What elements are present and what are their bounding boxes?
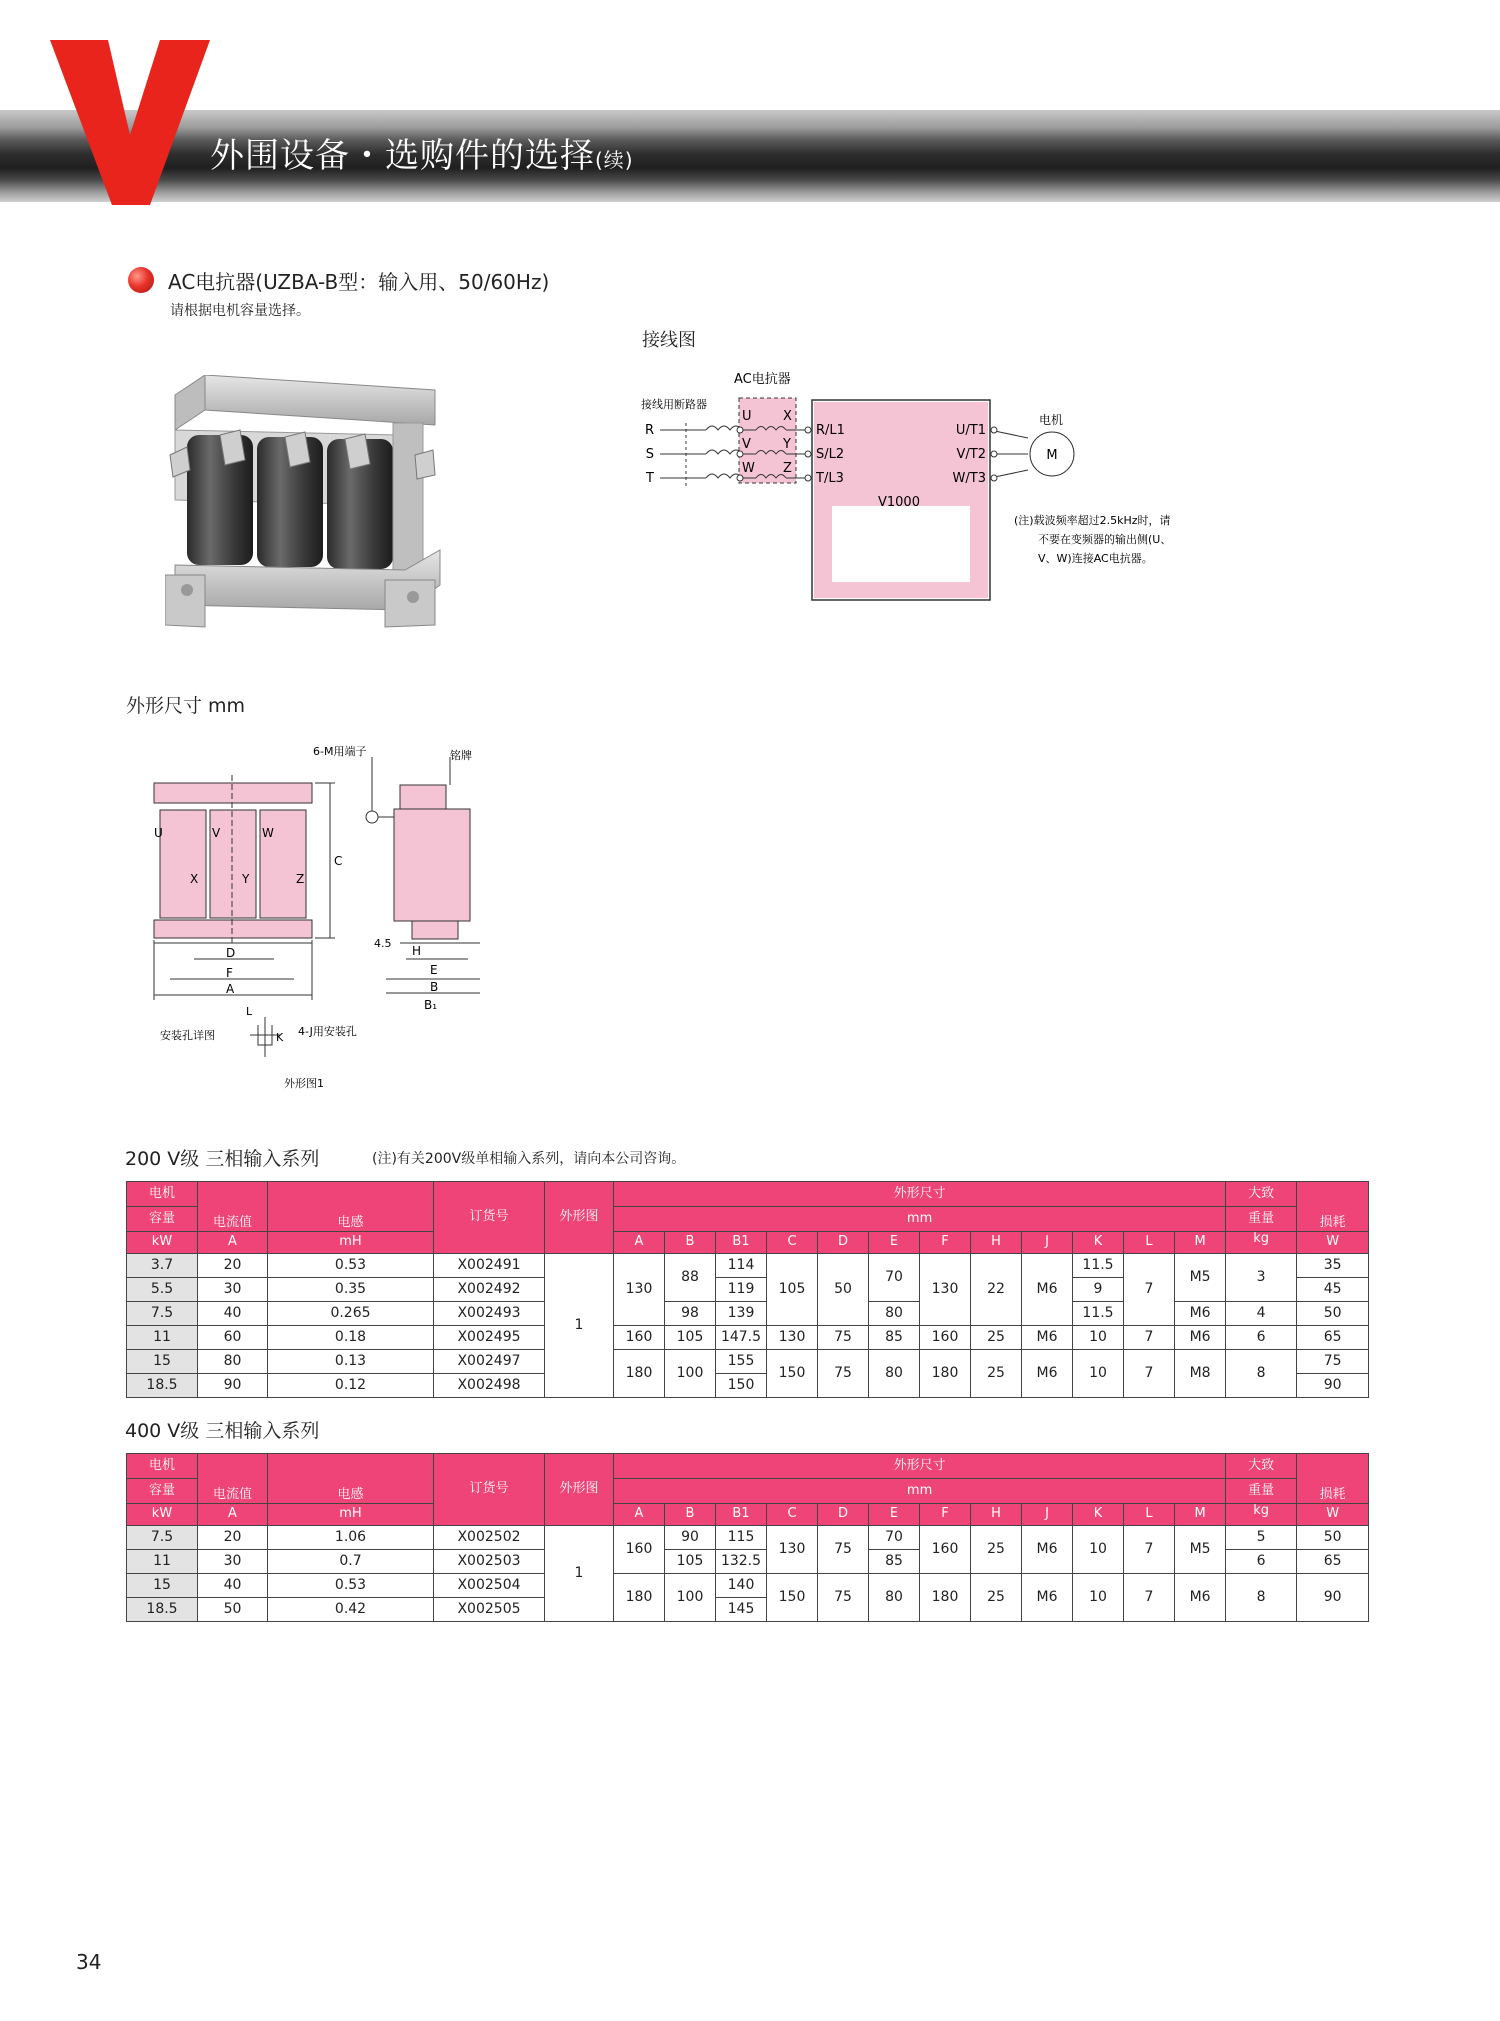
cell-d: 75 <box>818 1574 869 1622</box>
hdr-dims-unit: mm <box>614 1207 1226 1232</box>
dim-letter-l: L <box>246 1005 253 1018</box>
cell-b: 100 <box>665 1350 716 1398</box>
cell-current: 40 <box>198 1574 268 1598</box>
hdr-motor-unit: kW <box>127 1232 198 1254</box>
hdr-inductance: 电感 <box>268 1454 434 1504</box>
cell-inductance: 0.13 <box>268 1350 434 1374</box>
hdr-col-f: F <box>920 1504 971 1526</box>
hdr-weight-2: 重量 <box>1226 1207 1297 1232</box>
cell-current: 30 <box>198 1278 268 1302</box>
page-title-main: 外围设备・选购件的选择 <box>210 136 595 176</box>
hdr-dims: 外形尺寸 <box>614 1182 1226 1207</box>
hdr-weight-unit: kg <box>1226 1504 1297 1526</box>
cell-c: 105 <box>767 1254 818 1326</box>
cell-d: 50 <box>818 1254 869 1326</box>
cell-inductance: 0.12 <box>268 1374 434 1398</box>
hdr-motor-2: 容量 <box>127 1479 198 1504</box>
cell-l: 7 <box>1124 1326 1175 1350</box>
dimension-drawing <box>150 745 510 1095</box>
cell-f: 130 <box>920 1254 971 1326</box>
hdr-motor-1: 电机 <box>127 1182 198 1207</box>
wiring-drive-w-t3: W/T3 <box>952 471 986 486</box>
dim-coil-u: U <box>154 826 163 840</box>
cell-c: 130 <box>767 1526 818 1574</box>
hdr-dims: 外形尺寸 <box>614 1454 1226 1479</box>
dim-mount-hole-label: 4-J用安装孔 <box>298 1025 357 1038</box>
cell-order-no: X002502 <box>434 1526 545 1550</box>
page-title-suffix: (续) <box>595 148 634 172</box>
cell-kg: 8 <box>1226 1574 1297 1622</box>
wiring-breaker-label: 接线用断路器 <box>641 398 707 411</box>
hdr-col-h: H <box>971 1232 1022 1254</box>
cell-inductance: 0.42 <box>268 1598 434 1622</box>
page-title <box>210 128 634 177</box>
cell-k: 11.5 <box>1073 1302 1124 1326</box>
hdr-weight-2: 重量 <box>1226 1479 1297 1504</box>
cell-kw: 18.5 <box>127 1598 198 1622</box>
cell-m: M5 <box>1175 1526 1226 1574</box>
cell-h: 25 <box>971 1574 1022 1622</box>
cell-figure: 1 <box>545 1526 614 1622</box>
cell-inductance: 1.06 <box>268 1526 434 1550</box>
hdr-col-b1: B1 <box>716 1504 767 1526</box>
hdr-col-l: L <box>1124 1504 1175 1526</box>
wiring-reactor-u: U <box>742 409 752 424</box>
cell-loss: 90 <box>1297 1574 1369 1622</box>
cell-k: 10 <box>1073 1574 1124 1622</box>
hdr-col-d: D <box>818 1504 869 1526</box>
cell-e: 80 <box>869 1302 920 1326</box>
ac-reactor-photo <box>165 375 450 630</box>
dim-4-5: 4.5 <box>374 937 392 950</box>
cell-b1: 139 <box>716 1302 767 1326</box>
cell-e: 85 <box>869 1326 920 1350</box>
dim-coil-x: X <box>190 872 199 886</box>
cell-e: 70 <box>869 1526 920 1550</box>
cell-j: M6 <box>1022 1574 1073 1622</box>
cell-c: 150 <box>767 1574 818 1622</box>
dimensions-title: 外形尺寸 mm <box>126 695 246 717</box>
cell-f: 180 <box>920 1350 971 1398</box>
cell-current: 90 <box>198 1374 268 1398</box>
hdr-loss-unit: W <box>1297 1232 1369 1254</box>
cell-inductance: 0.265 <box>268 1302 434 1326</box>
dim-letter-d: D <box>226 946 236 960</box>
hdr-col-c: C <box>767 1504 818 1526</box>
cell-kg: 8 <box>1226 1350 1297 1398</box>
cell-k: 10 <box>1073 1350 1124 1398</box>
cell-order-no: X002492 <box>434 1278 545 1302</box>
cell-b1: 114 <box>716 1254 767 1278</box>
cell-kw: 7.5 <box>127 1302 198 1326</box>
dim-coil-y: Y <box>242 872 250 886</box>
table-row <box>127 1526 1369 1550</box>
hdr-col-b1: B1 <box>716 1232 767 1254</box>
wiring-reactor-v: V <box>742 437 751 452</box>
cell-m: M5 <box>1175 1254 1226 1302</box>
wiring-drive-t-l3: T/L3 <box>816 471 844 486</box>
dim-letter-b1: B₁ <box>424 998 438 1012</box>
dim-letter-e: E <box>430 963 438 977</box>
cell-kg: 6 <box>1226 1326 1297 1350</box>
cell-a: 160 <box>614 1326 665 1350</box>
hdr-motor-2: 容量 <box>127 1207 198 1232</box>
cell-l: 7 <box>1124 1526 1175 1574</box>
cell-b: 88 <box>665 1254 716 1302</box>
wiring-input-r: R <box>644 423 654 438</box>
wiring-reactor-x: X <box>783 409 792 424</box>
dim-coil-z: Z <box>296 872 305 886</box>
cell-b1: 145 <box>716 1598 767 1622</box>
dim-coil-w: W <box>262 826 274 840</box>
cell-kg: 4 <box>1226 1302 1297 1326</box>
dim-letter-b: B <box>430 980 439 994</box>
cell-k: 9 <box>1073 1278 1124 1302</box>
wiring-note-line-2: 不要在变频器的输出侧(U、 <box>1038 533 1172 546</box>
section-title: AC电抗器(UZBA-B型：输入用、50/60Hz) <box>168 270 550 294</box>
hdr-weight-1: 大致 <box>1226 1454 1297 1479</box>
dim-letter-h: H <box>412 944 422 958</box>
cell-current: 20 <box>198 1254 268 1278</box>
hdr-current: 电流值 <box>198 1454 268 1504</box>
hdr-col-f: F <box>920 1232 971 1254</box>
hdr-loss: 损耗 <box>1297 1454 1369 1504</box>
cell-kw: 15 <box>127 1574 198 1598</box>
hdr-figure: 外形图 <box>545 1454 614 1526</box>
cell-b1: 150 <box>716 1374 767 1398</box>
cell-kw: 3.7 <box>127 1254 198 1278</box>
dim-figure-caption: 外形图1 <box>284 1077 324 1090</box>
hdr-loss-unit: W <box>1297 1504 1369 1526</box>
hdr-col-k: K <box>1073 1504 1124 1526</box>
hdr-order-no: 订货号 <box>434 1454 545 1526</box>
cell-order-no: X002495 <box>434 1326 545 1350</box>
cell-kw: 11 <box>127 1326 198 1350</box>
cell-b: 100 <box>665 1574 716 1622</box>
wiring-drive-v-t2: V/T2 <box>956 447 986 462</box>
cell-current: 60 <box>198 1326 268 1350</box>
wiring-note-line-1: (注)载波频率超过2.5kHz时，请 <box>1014 514 1171 527</box>
cell-j: M6 <box>1022 1326 1073 1350</box>
hdr-inductance-unit: mH <box>268 1232 434 1254</box>
table-400v <box>126 1453 1369 1622</box>
hdr-col-a: A <box>614 1232 665 1254</box>
cell-order-no: X002503 <box>434 1550 545 1574</box>
hdr-col-d: D <box>818 1232 869 1254</box>
section-note: 请根据电机容量选择。 <box>170 303 310 319</box>
cell-order-no: X002504 <box>434 1574 545 1598</box>
cell-c: 150 <box>767 1350 818 1398</box>
cell-kw: 15 <box>127 1350 198 1374</box>
cell-b1: 115 <box>716 1526 767 1550</box>
cell-inductance: 0.53 <box>268 1574 434 1598</box>
cell-figure: 1 <box>545 1254 614 1398</box>
cell-loss: 50 <box>1297 1526 1369 1550</box>
cell-loss: 50 <box>1297 1302 1369 1326</box>
wiring-input-s: S <box>645 447 654 462</box>
cell-b1: 155 <box>716 1350 767 1374</box>
cell-a: 180 <box>614 1350 665 1398</box>
cell-current: 40 <box>198 1302 268 1326</box>
cell-f: 160 <box>920 1326 971 1350</box>
cell-j: M6 <box>1022 1350 1073 1398</box>
cell-kw: 5.5 <box>127 1278 198 1302</box>
cell-m: M6 <box>1175 1574 1226 1622</box>
cell-loss: 65 <box>1297 1326 1369 1350</box>
dim-terminal-label: 6-M用端子 <box>313 745 367 758</box>
hdr-col-l: L <box>1124 1232 1175 1254</box>
dim-hole-detail-label: 安装孔详图 <box>160 1029 215 1042</box>
hdr-col-m: M <box>1175 1504 1226 1526</box>
wiring-diagram <box>636 368 1236 608</box>
table-row <box>127 1254 1369 1278</box>
hdr-col-a: A <box>614 1504 665 1526</box>
hdr-col-e: E <box>869 1232 920 1254</box>
cell-h: 25 <box>971 1526 1022 1574</box>
cell-loss: 75 <box>1297 1350 1369 1374</box>
cell-l: 7 <box>1124 1254 1175 1326</box>
cell-kw: 18.5 <box>127 1374 198 1398</box>
table-200v-title: 200 V级 三相输入系列 <box>125 1148 320 1170</box>
dim-letter-f: F <box>226 966 233 980</box>
cell-b1: 119 <box>716 1278 767 1302</box>
hdr-col-j: J <box>1022 1232 1073 1254</box>
cell-kw: 7.5 <box>127 1526 198 1550</box>
cell-m: M8 <box>1175 1350 1226 1398</box>
wiring-motor-symbol: M <box>1046 448 1058 463</box>
cell-d: 75 <box>818 1526 869 1574</box>
table-row <box>127 1326 1369 1350</box>
dim-letter-c: C <box>334 854 343 868</box>
cell-h: 22 <box>971 1254 1022 1326</box>
cell-inductance: 0.18 <box>268 1326 434 1350</box>
wiring-input-t: T <box>646 471 654 486</box>
wiring-reactor-z: Z <box>783 461 792 476</box>
hdr-weight-1: 大致 <box>1226 1182 1297 1207</box>
hdr-figure: 外形图 <box>545 1182 614 1254</box>
cell-current: 20 <box>198 1526 268 1550</box>
cell-loss: 90 <box>1297 1374 1369 1398</box>
hdr-col-e: E <box>869 1504 920 1526</box>
wiring-drive-s-l2: S/L2 <box>816 447 845 462</box>
hdr-motor-1: 电机 <box>127 1454 198 1479</box>
wiring-diagram-title: 接线图 <box>642 330 696 351</box>
cell-kg: 3 <box>1226 1254 1297 1302</box>
cell-current: 50 <box>198 1598 268 1622</box>
cell-current: 30 <box>198 1550 268 1574</box>
cell-m: M6 <box>1175 1326 1226 1350</box>
wiring-motor-label: 电机 <box>1039 413 1064 427</box>
cell-order-no: X002498 <box>434 1374 545 1398</box>
hdr-loss: 损耗 <box>1297 1182 1369 1232</box>
chapter-letter-v-logo <box>50 40 210 205</box>
cell-b: 98 <box>665 1302 716 1326</box>
cell-inductance: 0.35 <box>268 1278 434 1302</box>
table-200v <box>126 1181 1369 1398</box>
cell-d: 75 <box>818 1350 869 1398</box>
cell-kg: 5 <box>1226 1526 1297 1550</box>
cell-k: 11.5 <box>1073 1254 1124 1278</box>
cell-inductance: 0.7 <box>268 1550 434 1574</box>
cell-inductance: 0.53 <box>268 1254 434 1278</box>
cell-b: 105 <box>665 1326 716 1350</box>
section-bullet-icon <box>128 267 154 293</box>
hdr-order-no: 订货号 <box>434 1182 545 1254</box>
cell-order-no: X002491 <box>434 1254 545 1278</box>
hdr-current-unit: A <box>198 1232 268 1254</box>
cell-a: 180 <box>614 1574 665 1622</box>
hdr-motor-unit: kW <box>127 1504 198 1526</box>
cell-j: M6 <box>1022 1526 1073 1574</box>
cell-b1: 140 <box>716 1574 767 1598</box>
cell-current: 80 <box>198 1350 268 1374</box>
hdr-inductance: 电感 <box>268 1182 434 1232</box>
cell-k: 10 <box>1073 1526 1124 1574</box>
cell-m: M6 <box>1175 1302 1226 1326</box>
hdr-col-k: K <box>1073 1232 1124 1254</box>
cell-order-no: X002505 <box>434 1598 545 1622</box>
wiring-reactor-y: Y <box>783 437 791 452</box>
wiring-drive-name: V1000 <box>878 495 920 510</box>
cell-e: 80 <box>869 1350 920 1398</box>
hdr-inductance-unit: mH <box>268 1504 434 1526</box>
cell-b: 90 <box>665 1526 716 1550</box>
hdr-col-m: M <box>1175 1232 1226 1254</box>
cell-a: 130 <box>614 1254 665 1326</box>
hdr-col-b: B <box>665 1504 716 1526</box>
table-row <box>127 1350 1369 1374</box>
cell-k: 10 <box>1073 1326 1124 1350</box>
cell-e: 85 <box>869 1550 920 1574</box>
hdr-col-h: H <box>971 1504 1022 1526</box>
cell-kw: 11 <box>127 1550 198 1574</box>
cell-loss: 65 <box>1297 1550 1369 1574</box>
cell-e: 80 <box>869 1574 920 1622</box>
hdr-col-b: B <box>665 1232 716 1254</box>
table-row <box>127 1302 1369 1326</box>
wiring-reactor-label: AC电抗器 <box>734 372 791 387</box>
table-row <box>127 1574 1369 1598</box>
dim-coil-v: V <box>212 826 221 840</box>
wiring-reactor-w: W <box>742 461 755 476</box>
dim-letter-a: A <box>226 982 235 996</box>
hdr-current-unit: A <box>198 1504 268 1526</box>
wiring-drive-u-t1: U/T1 <box>955 423 986 438</box>
cell-kg: 6 <box>1226 1550 1297 1574</box>
cell-j: M6 <box>1022 1254 1073 1326</box>
cell-b1: 147.5 <box>716 1326 767 1350</box>
cell-l: 7 <box>1124 1574 1175 1622</box>
cell-order-no: X002493 <box>434 1302 545 1326</box>
cell-b: 105 <box>665 1550 716 1574</box>
wiring-note-line-3: V、W)连接AC电抗器。 <box>1038 552 1153 565</box>
cell-b1: 132.5 <box>716 1550 767 1574</box>
cell-l: 7 <box>1124 1350 1175 1398</box>
table-200v-note: (注)有关200V级单相输入系列，请向本公司咨询。 <box>372 1151 686 1167</box>
cell-loss: 35 <box>1297 1254 1369 1278</box>
dim-letter-k: K <box>276 1031 284 1044</box>
cell-d: 75 <box>818 1326 869 1350</box>
hdr-current: 电流值 <box>198 1182 268 1232</box>
hdr-col-j: J <box>1022 1504 1073 1526</box>
cell-c: 130 <box>767 1326 818 1350</box>
wiring-drive-r-l1: R/L1 <box>816 423 845 438</box>
cell-loss: 45 <box>1297 1278 1369 1302</box>
table-400v-title: 400 V级 三相输入系列 <box>125 1420 320 1442</box>
hdr-weight-unit: kg <box>1226 1232 1297 1254</box>
cell-h: 25 <box>971 1350 1022 1398</box>
hdr-col-c: C <box>767 1232 818 1254</box>
page-number: 34 <box>76 1950 102 1974</box>
cell-e: 70 <box>869 1254 920 1302</box>
cell-f: 180 <box>920 1574 971 1622</box>
cell-h: 25 <box>971 1326 1022 1350</box>
cell-f: 160 <box>920 1526 971 1574</box>
dim-nameplate-label: 铭牌 <box>450 749 472 762</box>
hdr-dims-unit: mm <box>614 1479 1226 1504</box>
cell-a: 160 <box>614 1526 665 1574</box>
cell-order-no: X002497 <box>434 1350 545 1374</box>
